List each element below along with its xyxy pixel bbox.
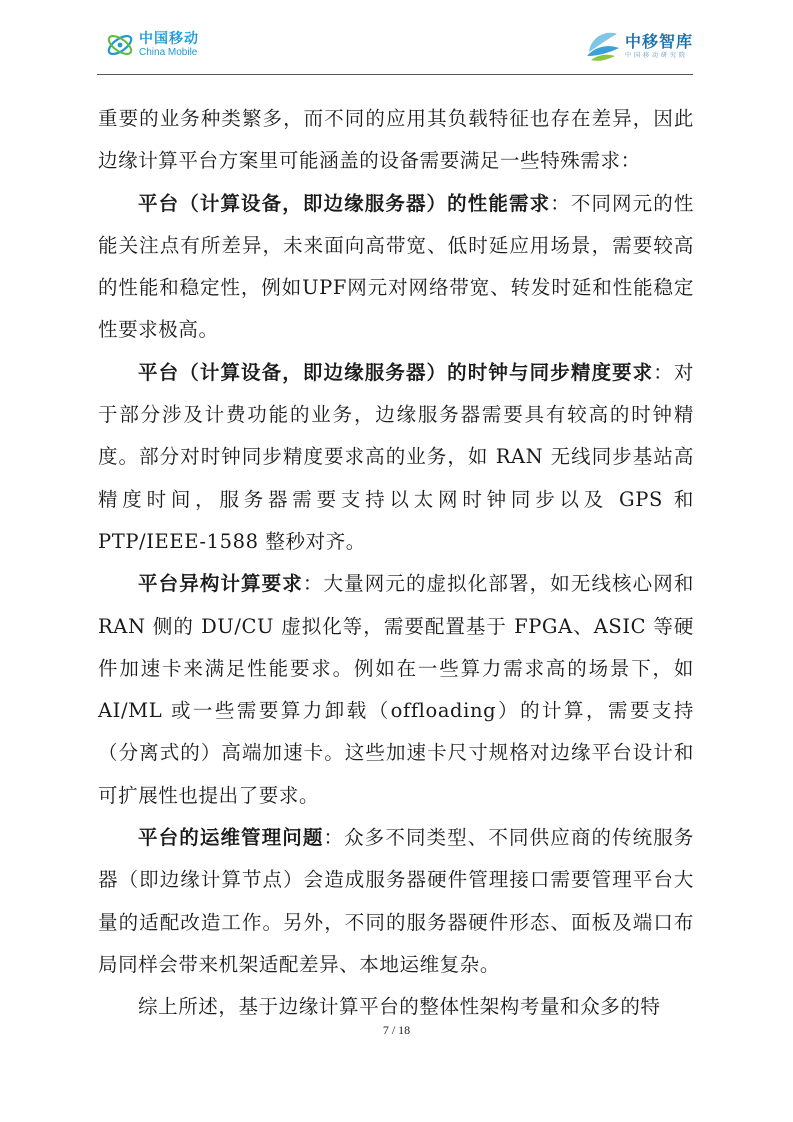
zhongyi-zhiku-name: 中移智库	[624, 31, 693, 51]
text-performance: ：不同网元的性能关注点有所差异，未来面向高带宽、低时延应用场景，需要较高的性能和稳定性，例如UPF网元对网络带宽、转发时延和性能稳定性要求极高。	[98, 191, 694, 342]
page-number: 7 / 18	[382, 1023, 411, 1037]
paragraph-clock-sync	[98, 352, 694, 563]
text-clock-sync: ：对于部分涉及计费功能的业务，边缘服务器需要具有较高的时钟精度。部分对时钟同步精度要求高的业务，如 RAN 无线同步基站高精度时间，服务器需要支持以太网时钟同步以及 GPS 和PTP/IEEE-1588 整秒对齐。	[98, 360, 694, 553]
paragraph-operations	[98, 817, 694, 986]
paragraph-summary: 综上所述，基于边缘计算平台的整体性架构考量和众多的特	[138, 995, 661, 1019]
china-mobile-name-cn: 中国移动	[139, 31, 199, 47]
text-operations: ：众多不同类型、不同供应商的传统服务器（即边缘计算节点）会造成服务器硬件管理接口需要管理平台大量的适配改造工作。另外，不同的服务器硬件形态、面板及端口布局同样会带来机架适配差异、本地运维复杂。	[98, 826, 694, 976]
paragraph-intro: 重要的业务种类繁多，而不同的应用其负载特征也存在差异，因此边缘计算平台方案里可能涵盖的设备需要满足一些特殊需求：	[98, 107, 694, 173]
paragraph-performance	[98, 183, 694, 352]
heading-clock-sync: 平台（计算设备，即边缘服务器）的时钟与同步精度要求	[138, 360, 654, 384]
paragraph-heterogeneous	[98, 563, 694, 817]
text-heterogeneous: ：大量网元的虚拟化部署，如无线核心网和 RAN 侧的 DU/CU 虚拟化等，需要配置基于 FPGA、ASIC 等硬件加速卡来满足性能要求。例如在一些算力需求高的场景下，如AI/ML 或一些需要算力卸载（offloading）的计算，需要支持（分离式的）高端加速卡。这些加速卡尺寸规格对边缘平台设计和可扩展性也提出了要求。	[98, 572, 694, 807]
zhongyi-zhiku-logo-icon	[583, 26, 621, 66]
document-body	[98, 98, 694, 1029]
zhongyi-zhiku-subtitle: 中国移动研究院	[624, 51, 688, 59]
header-divider	[97, 74, 693, 75]
china-mobile-logo-icon	[105, 30, 135, 60]
zhongyi-zhiku-logo	[583, 26, 693, 66]
china-mobile-name-en: China Mobile	[139, 47, 198, 58]
china-mobile-logo	[105, 30, 199, 60]
heading-heterogeneous: 平台异构计算要求	[138, 572, 303, 596]
heading-performance: 平台（计算设备，即边缘服务器）的性能需求	[138, 191, 551, 215]
page-header	[97, 22, 693, 74]
heading-operations: 平台的运维管理问题	[138, 826, 324, 850]
